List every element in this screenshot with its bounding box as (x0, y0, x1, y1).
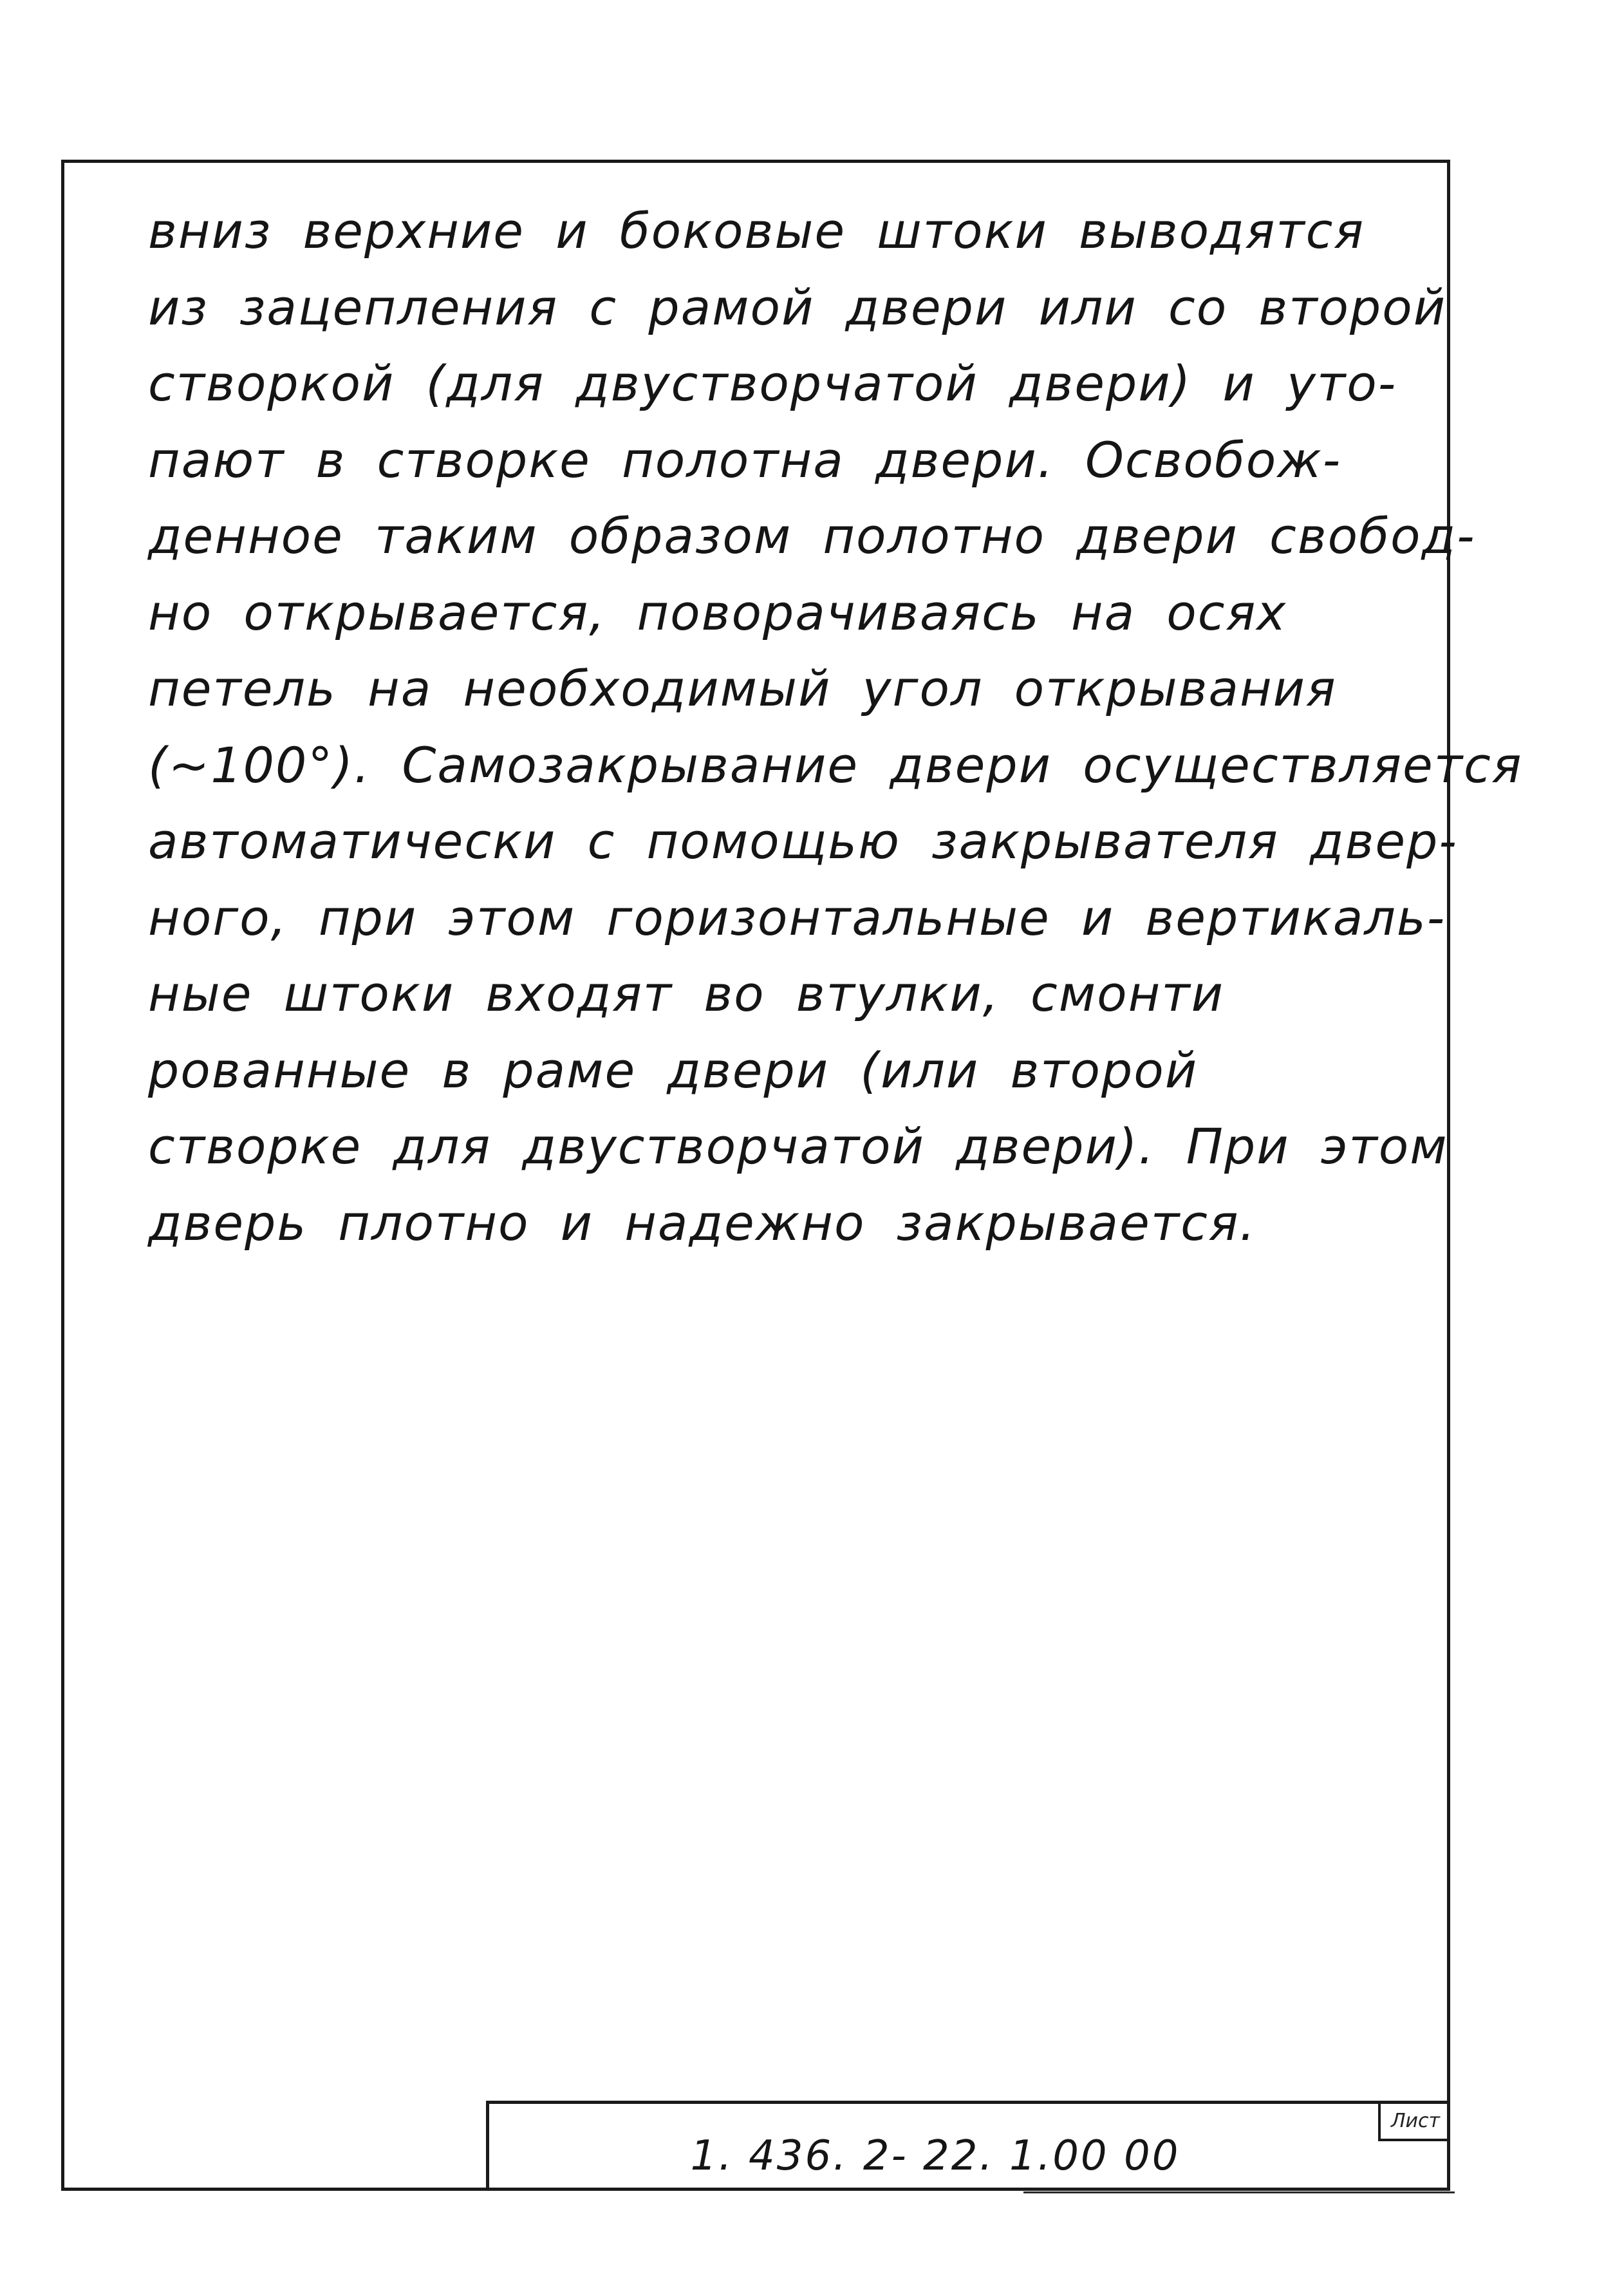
text-line: пают в створке полотна двери. Освобож- (148, 431, 1342, 489)
text-line: створке для двустворчатой двери). При этом (148, 1118, 1448, 1175)
document-code: 1. 436. 2- 22. 1.00 00 (690, 2132, 1181, 2180)
text-line: из зацепления с рамой двери или со второй (148, 278, 1447, 336)
text-line: денное таким образом полотно двери свобод- (148, 507, 1476, 565)
text-line: ные штоки входят во втулки, смонти (148, 965, 1224, 1022)
text-line: автоматически с помощью закрывателя двер- (148, 812, 1458, 870)
text-line: но открывается, поворачиваясь на осях (148, 583, 1287, 641)
text-line: рованные в раме двери (или второй (148, 1041, 1199, 1099)
text-line: дверь плотно и надежно закрывается. (148, 1194, 1256, 1252)
text-line: створкой (для двустворчатой двери) и уто- (148, 355, 1397, 412)
handwritten-body-text (148, 193, 1523, 1261)
bottom-border-line (1023, 2191, 1455, 2193)
sheet-label: Лист (1378, 2104, 1450, 2141)
text-line: вниз верхние и боковые штоки выводятся (148, 202, 1365, 259)
title-block (486, 2101, 1450, 2191)
text-line: ного, при этом горизонтальные и вертикаль- (148, 888, 1446, 946)
text-line: петель на необходимый угол открывания (148, 660, 1337, 717)
text-line: (~100°). Самозакрывание двери осуществляется (148, 736, 1523, 794)
